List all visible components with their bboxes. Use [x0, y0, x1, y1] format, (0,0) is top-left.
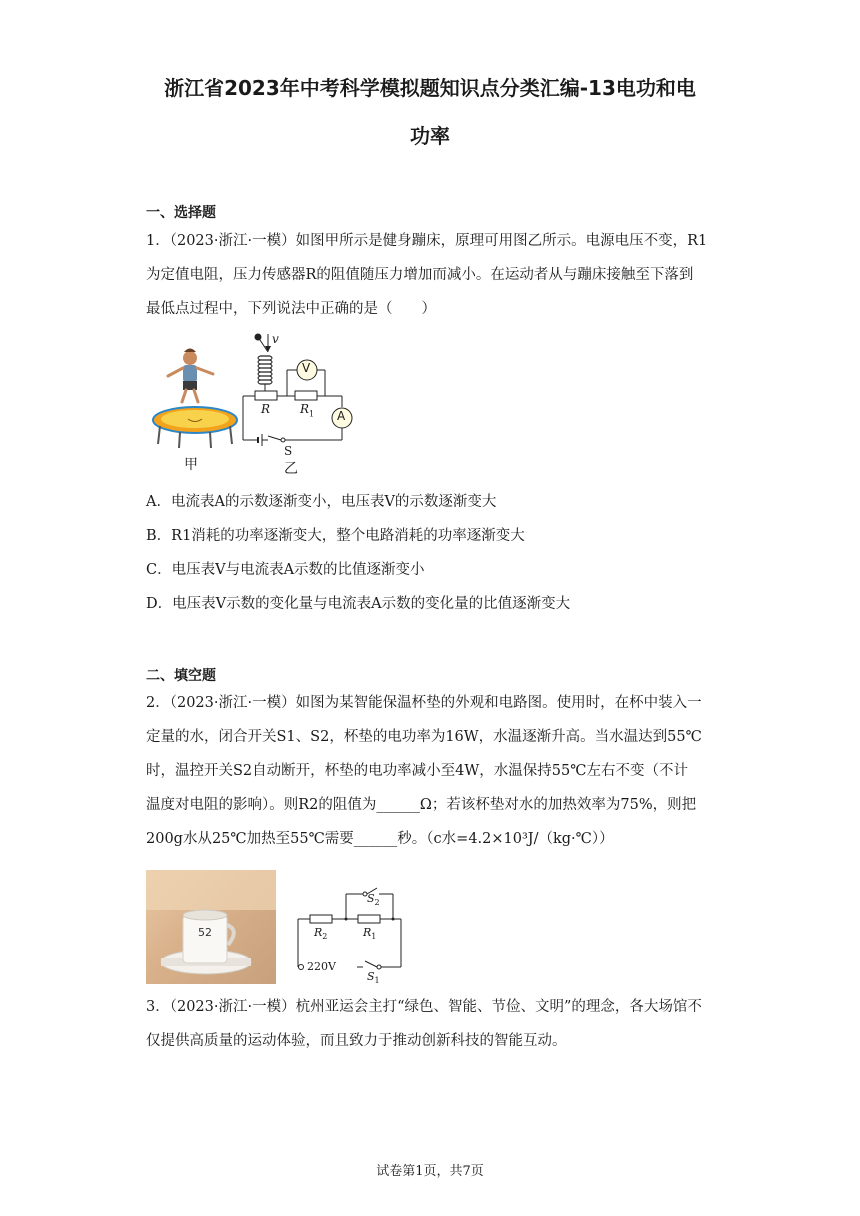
question-1-stem	[146, 224, 716, 326]
q1-line-2: 为定值电阻，压力传感器R的阻值随压力增加而减小。在运动者从与蹦床接触至下落到	[146, 267, 694, 283]
switch-s-label: S	[284, 444, 293, 458]
question-3-stem	[146, 990, 716, 1058]
velocity-label: v	[272, 332, 279, 346]
q1-line-3: 最低点过程中，下列说法中正确的是（ ）	[146, 301, 436, 317]
q2-line-5: 200g水从25℃加热至55℃需要______秒。（c水=4.2×10³J/（kg·℃））	[146, 831, 614, 847]
resistor-r2-label	[314, 926, 327, 941]
mug-print: 52	[198, 926, 212, 939]
q3-line-1: 3．（2023·浙江·一模）杭州亚运会主打“绿色、智能、节俭、文明”的理念，各大场馆不	[146, 999, 702, 1015]
q2-line-3: 时，温控开关S2自动断开，杯垫的电功率减小至4W，水温保持55℃左右不变（不计	[146, 763, 688, 779]
ammeter-label: A	[337, 409, 346, 423]
resistor-r2-sub: 2	[322, 932, 328, 942]
voltage-220v-label: 220V	[307, 960, 336, 973]
figure-label-yi: 乙	[284, 461, 298, 477]
section-heading-fill: 二、填空题	[146, 668, 216, 684]
resistor-r2-letter: R	[314, 926, 323, 939]
title-line-1: 浙江省2023年中考科学模拟题知识点分类汇编-13电功和电	[164, 76, 696, 100]
page-footer: 试卷第1页，共7页	[376, 1164, 484, 1179]
section-heading-choice: 一、选择题	[146, 205, 216, 221]
q1-option-d: D．电压表V示数的变化量与电流表A示数的变化量的比值逐渐变大	[146, 596, 571, 612]
resistor-r1-letter-q2: R	[363, 926, 372, 939]
question-2-stem	[146, 686, 716, 856]
resistor-r1-label	[300, 402, 314, 418]
resistor-r-label: R	[261, 402, 271, 416]
circuit-diagram-q1	[240, 332, 365, 477]
figure-label-jia: 甲	[184, 457, 198, 473]
switch-s2-sub: 2	[374, 898, 380, 908]
q1-option-c: C．电压表V与电流表A示数的比值逐渐变小	[146, 562, 425, 578]
circuit-diagram-q2	[293, 882, 408, 986]
title-line-2: 功率	[410, 124, 450, 148]
q3-line-2: 仅提供高质量的运动体验，而且致力于推动创新科技的智能互动。	[146, 1033, 567, 1049]
q1-option-a: A．电流表A的示数逐渐变小，电压表V的示数逐渐变大	[146, 494, 497, 510]
voltmeter-label: V	[302, 361, 311, 375]
switch-s1-sub: 1	[374, 976, 380, 986]
switch-s2-letter: S	[367, 892, 375, 905]
switch-s1-label	[367, 970, 380, 985]
resistor-r1-sub-q2: 1	[371, 932, 377, 942]
trampoline-figure	[150, 340, 245, 475]
q1-line-1: 1．（2023·浙江·一模）如图甲所示是健身蹦床，原理可用图乙所示。电源电压不变，R1	[146, 233, 708, 249]
document-title	[120, 64, 740, 160]
q1-option-b: B．R1消耗的功率逐渐变大，整个电路消耗的功率逐渐变大	[146, 528, 525, 544]
resistor-r1-letter: R	[300, 402, 310, 416]
resistor-r1-sub: 1	[309, 409, 315, 419]
q2-line-1: 2．（2023·浙江·一模）如图为某智能保温杯垫的外观和电路图。使用时，在杯中装入一	[146, 695, 702, 711]
q2-line-4: 温度对电阻的影响）。则R2的阻值为______Ω；若该杯垫对水的加热效率为75%，则把	[146, 797, 697, 813]
switch-s1-letter: S	[367, 970, 375, 983]
switch-s2-label	[367, 892, 380, 907]
cup-warmer-photo	[146, 870, 276, 984]
q2-line-2: 定量的水，闭合开关S1、S2，杯垫的电功率为16W，水温逐渐升高。当水温达到55℃	[146, 729, 702, 745]
resistor-r1-label-q2	[363, 926, 376, 941]
